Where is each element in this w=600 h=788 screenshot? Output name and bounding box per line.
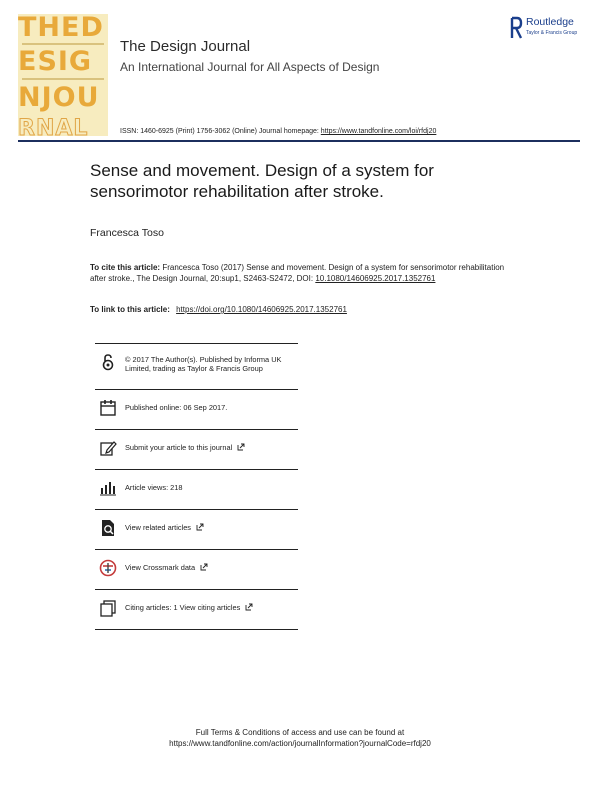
terms-footer xyxy=(0,727,600,749)
crossmark-item[interactable] xyxy=(95,550,298,590)
routledge-logo-icon xyxy=(510,16,523,40)
views-item xyxy=(95,470,298,510)
citation-text: Francesca Toso (2017) Sense and movement. Design of a system for sensorimotor rehabilitation after stroke., The Design Journal, 20:sup1, S2463-S2472, DOI: xyxy=(90,263,505,283)
crossmark-link[interactable]: View Crossmark data xyxy=(125,563,196,572)
license-item xyxy=(95,344,298,390)
cover-strip xyxy=(22,78,104,80)
cover-row: NJOU xyxy=(18,82,100,113)
edit-icon xyxy=(99,439,117,457)
citing-item[interactable] xyxy=(95,590,298,630)
calendar-icon xyxy=(99,399,117,417)
article-author: Francesca Toso xyxy=(90,227,164,239)
article-link-block xyxy=(90,305,347,314)
journal-subtitle: An International Journal for All Aspects of Design xyxy=(120,60,380,74)
journal-title: The Design Journal xyxy=(120,38,251,55)
issn-text: ISSN: 1460-6925 (Print) 1756-3062 (Online) Journal homepage: xyxy=(120,128,319,135)
link-label: To link to this article: xyxy=(90,305,170,314)
published-item xyxy=(95,390,298,430)
cover-row: THED xyxy=(18,14,104,43)
cover-row: RNAL xyxy=(18,116,89,136)
article-title: Sense and movement. Design of a system for sensorimotor rehabilitation after stroke. xyxy=(90,161,434,201)
publisher-tagline: Taylor & Francis Group xyxy=(526,30,578,36)
citation-block xyxy=(90,262,510,284)
citing-row xyxy=(125,603,297,612)
citing-articles-link[interactable]: Citing articles: 1 View citing articles xyxy=(125,603,241,612)
related-item[interactable] xyxy=(95,510,298,550)
article-info-panel xyxy=(95,343,298,630)
submit-item[interactable] xyxy=(95,430,298,470)
bar-chart-icon xyxy=(99,479,117,497)
external-link-icon xyxy=(196,523,204,531)
external-link-icon xyxy=(245,603,253,611)
submit-link[interactable]: Submit your article to this journal xyxy=(125,443,233,452)
open-access-icon xyxy=(99,353,117,371)
crossmark-icon xyxy=(99,559,117,577)
published-date: Published online: 06 Sep 2017. xyxy=(125,403,228,412)
cover-strip xyxy=(22,43,104,45)
cover-row: ESIG xyxy=(18,46,93,77)
external-link-icon xyxy=(200,563,208,571)
footer-terms-link[interactable]: https://www.tandfonline.com/action/journalInformation?journalCode=rfdj20 xyxy=(169,739,431,748)
journal-cover xyxy=(18,14,108,136)
header-divider xyxy=(18,140,580,142)
article-doi-link[interactable]: https://doi.org/10.1080/14606925.2017.1352761 xyxy=(176,305,347,314)
journal-homepage-link[interactable]: https://www.tandfonline.com/loi/rfdj20 xyxy=(320,128,437,135)
citing-articles-icon xyxy=(99,599,117,617)
external-link-icon xyxy=(237,443,245,451)
article-views: Article views: 218 xyxy=(125,483,183,492)
submit-row xyxy=(125,443,297,452)
issn-line xyxy=(120,128,436,135)
citation-doi-link[interactable]: 10.1080/14606925.2017.1352761 xyxy=(315,274,436,283)
related-articles-link[interactable]: View related articles xyxy=(125,523,191,532)
publisher-logo[interactable] xyxy=(510,16,590,46)
publisher-name: Routledge xyxy=(526,16,574,28)
related-articles-icon xyxy=(99,519,117,537)
license-text: © 2017 The Author(s). Published by Informa UK Limited, trading as Taylor & Francis Group xyxy=(125,355,282,373)
footer-terms-text: Full Terms & Conditions of access and use can be found at xyxy=(195,728,405,737)
related-row xyxy=(125,523,297,532)
citation-label: To cite this article: xyxy=(90,263,161,272)
crossmark-row xyxy=(125,563,297,572)
